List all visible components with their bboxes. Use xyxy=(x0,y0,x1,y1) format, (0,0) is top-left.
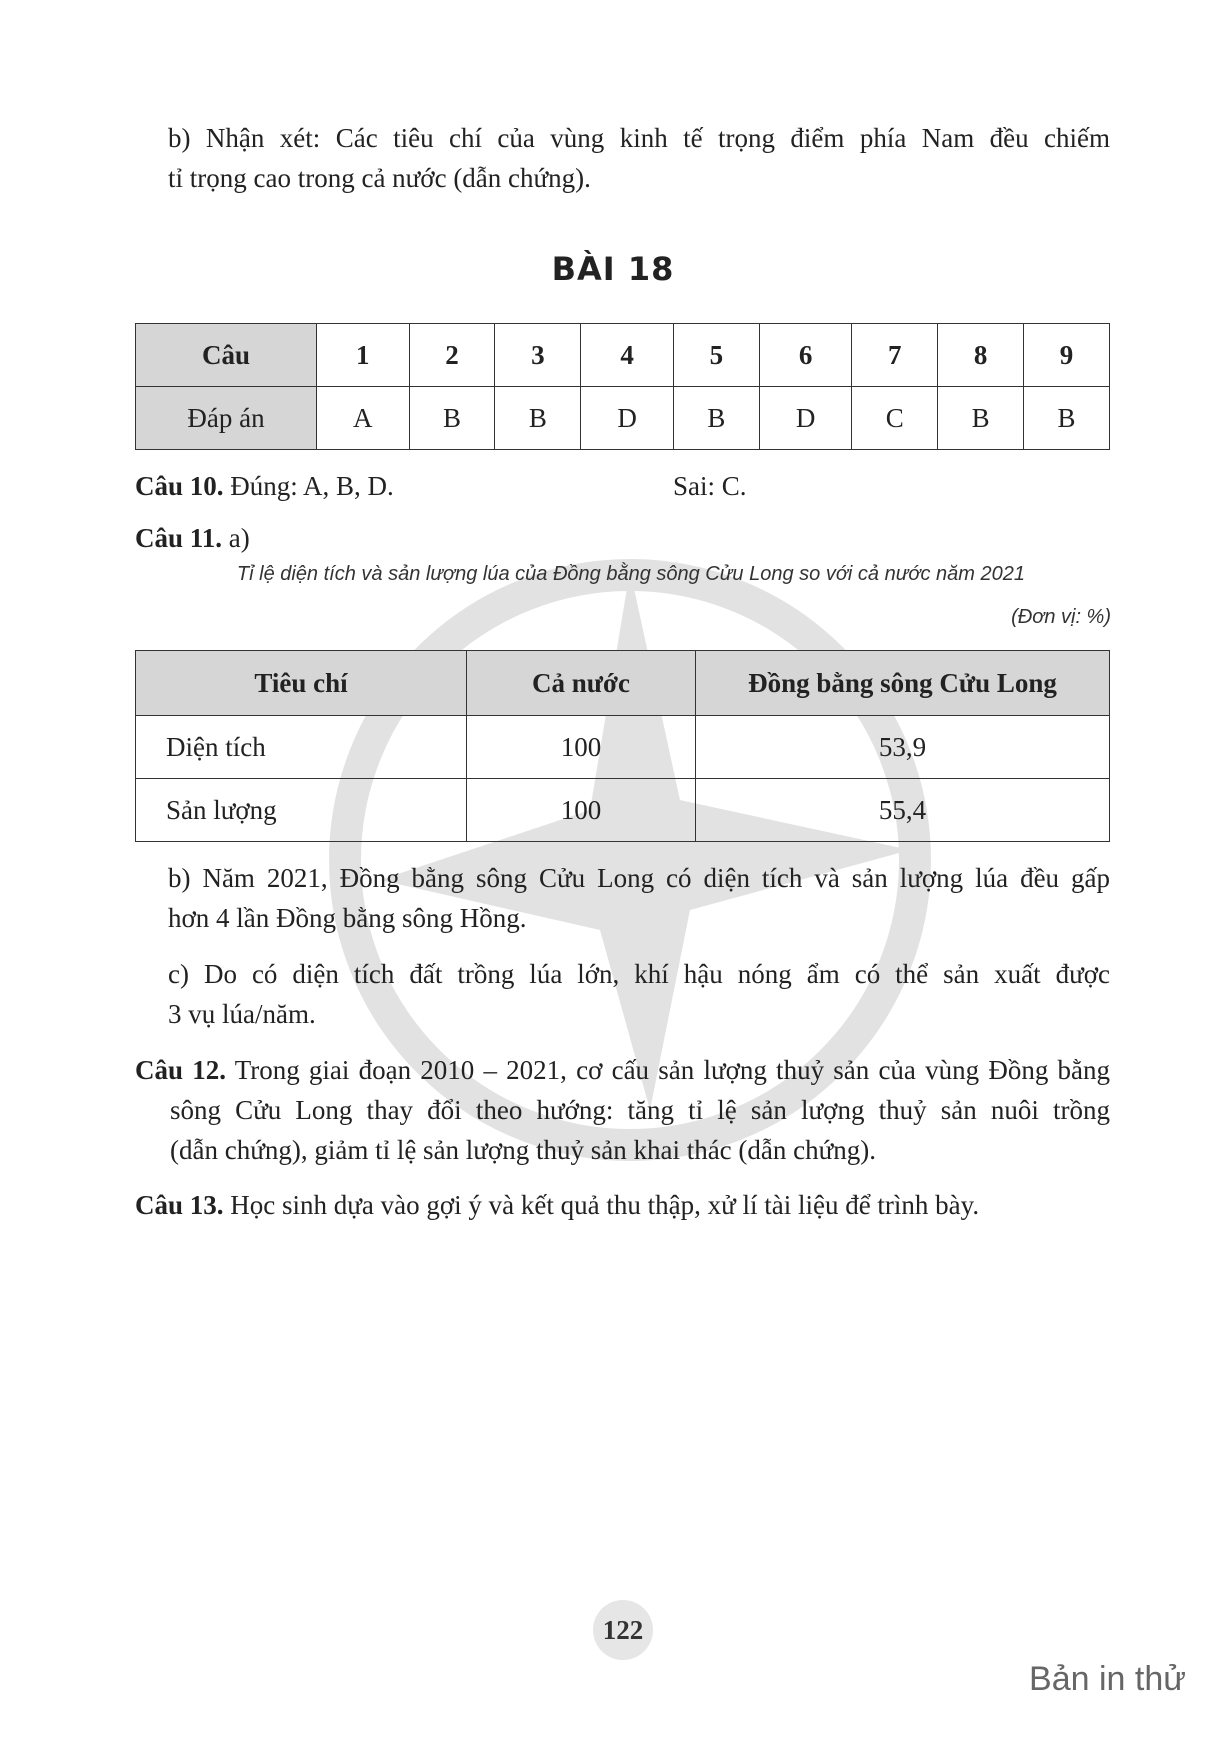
intro-line-2: tỉ trọng cao trong cả nước (dẫn chứng). xyxy=(168,163,591,193)
q13-text: Học sinh dựa vào gợi ý và kết quả thu thập, xử lí tài liệu để trình bày. xyxy=(230,1190,980,1220)
answer-table xyxy=(135,323,1110,450)
question-number: 7 xyxy=(852,324,938,387)
table-row xyxy=(136,716,1110,779)
q12-line-2: sông Cửu Long thay đổi theo hướng: tăng tỉ lệ sản lượng thuỷ sản nuôi trồng xyxy=(170,1095,1110,1125)
q10-correct: Đúng: A, B, D. xyxy=(230,471,394,501)
q13-label: Câu 13. xyxy=(135,1190,224,1220)
question-number: 3 xyxy=(495,324,581,387)
q12-label: Câu 12. xyxy=(135,1055,226,1085)
answer-cell: B xyxy=(1024,387,1110,450)
row-value: 100 xyxy=(467,779,696,842)
q10-wrong: Sai: C. xyxy=(673,471,747,501)
q13-line xyxy=(135,1185,1110,1225)
answer-cell: B xyxy=(409,387,495,450)
row-value: 55,4 xyxy=(696,779,1110,842)
lesson-title: BÀI 18 xyxy=(551,250,675,288)
question-number: 1 xyxy=(317,324,410,387)
question-number: 8 xyxy=(938,324,1024,387)
answer-cell: D xyxy=(759,387,852,450)
q11-label: Câu 11. xyxy=(135,523,223,553)
intro-line-1: b) Nhận xét: Các tiêu chí của vùng kinh tế trọng điểm phía Nam đều chiếm xyxy=(168,123,1110,153)
q11-b-line-2: hơn 4 lần Đồng bằng sông Hồng. xyxy=(168,903,527,933)
q12-line-1 xyxy=(135,1050,1110,1090)
question-row-label: Câu xyxy=(136,324,317,387)
question-number: 2 xyxy=(409,324,495,387)
question-number: 4 xyxy=(581,324,674,387)
answer-row-label: Đáp án xyxy=(136,387,317,450)
answer-cell: A xyxy=(317,387,410,450)
table-header-row xyxy=(136,651,1110,716)
answer-cell: B xyxy=(938,387,1024,450)
page-number: 122 xyxy=(593,1600,653,1660)
header-criteria: Tiêu chí xyxy=(136,651,467,716)
question-number: 9 xyxy=(1024,324,1110,387)
answer-row xyxy=(136,387,1110,450)
rice-table xyxy=(135,650,1110,842)
table-unit: (Đơn vị: %) xyxy=(1011,606,1111,628)
q12-text-1: Trong giai đoạn 2010 – 2021, cơ cấu sản lượng thuỷ sản của vùng Đồng bằng xyxy=(234,1055,1110,1085)
answer-cell: D xyxy=(581,387,674,450)
question-number: 5 xyxy=(673,324,759,387)
table-caption: Tỉ lệ diện tích và sản lượng lúa của Đồng bằng sông Cửu Long so với cả nước năm 2021 xyxy=(236,563,1025,585)
q11-b-line-1: b) Năm 2021, Đồng bằng sông Cửu Long có diện tích và sản lượng lúa đều gấp xyxy=(168,863,1110,893)
row-value: 53,9 xyxy=(696,716,1110,779)
header-mekong: Đồng bằng sông Cửu Long xyxy=(696,651,1110,716)
row-label: Sản lượng xyxy=(136,779,467,842)
header-country: Cả nước xyxy=(467,651,696,716)
q10-line xyxy=(135,466,394,506)
draft-label: Bản in thử xyxy=(1029,1660,1186,1698)
answer-cell: B xyxy=(495,387,581,450)
question-number: 6 xyxy=(759,324,852,387)
row-label: Diện tích xyxy=(136,716,467,779)
q10-label: Câu 10. xyxy=(135,471,224,501)
table-row xyxy=(136,779,1110,842)
row-value: 100 xyxy=(467,716,696,779)
answer-cell: C xyxy=(852,387,938,450)
q11-heading xyxy=(135,518,250,558)
q11-part-a: a) xyxy=(228,523,250,553)
question-row xyxy=(136,324,1110,387)
q11-c-line-2: 3 vụ lúa/năm. xyxy=(168,999,316,1029)
q12-line-3: (dẫn chứng), giảm tỉ lệ sản lượng thuỷ sản khai thác (dẫn chứng). xyxy=(170,1135,876,1165)
q11-c-line-1: c) Do có diện tích đất trồng lúa lớn, khí hậu nóng ẩm có thể sản xuất được xyxy=(168,959,1110,989)
answer-cell: B xyxy=(673,387,759,450)
